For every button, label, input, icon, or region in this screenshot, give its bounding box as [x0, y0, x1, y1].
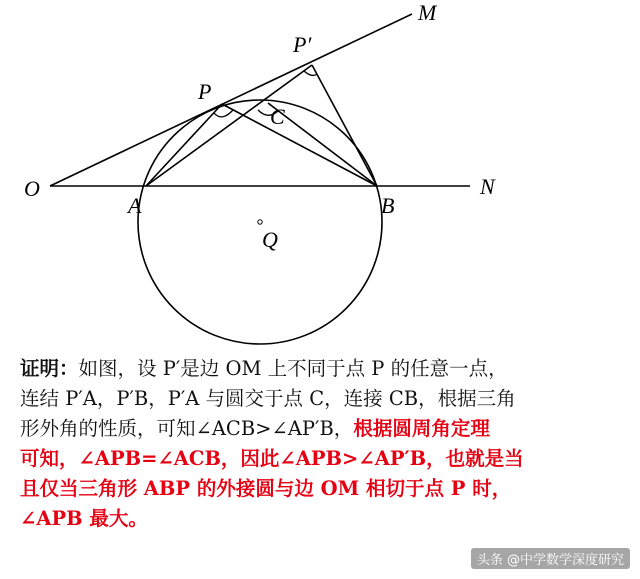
ray-OM: [50, 14, 412, 186]
label-A: A: [128, 193, 142, 218]
proof-line-3-red: 根据圆周角定理: [353, 417, 490, 440]
proof-line-3-black: 形外角的性质，可知∠ACB>∠AP′B，: [20, 417, 354, 440]
segment-PprimeB: [312, 65, 377, 186]
center-point-Q: [258, 220, 262, 224]
circumcircle: [138, 100, 382, 344]
proof-line-1: [20, 354, 632, 384]
proof-line-5: 且仅当三角形 ABP 的外接圆与边 OM 相切于点 P 时，: [20, 477, 512, 500]
proof-line-6: ∠APB 最大。: [20, 507, 148, 530]
label-O: O: [24, 176, 40, 201]
label-M: M: [418, 0, 437, 25]
proof-line-1-text: 如图，设 P′是边 OM 上不同于点 P 的任意一点，: [78, 357, 508, 380]
proof-text: [20, 354, 632, 534]
proof-line-2: 连结 P′A，P′B，P′A 与圆交于点 C，连接 CB，根据三角: [20, 387, 516, 410]
label-C: C: [270, 104, 285, 129]
watermark: 头条 @中学数学深度研究: [471, 548, 630, 569]
proof-line-4: 可知，∠APB=∠ACB，因此∠APB>∠AP′B，也就是当: [20, 447, 524, 470]
label-Q: Q: [262, 227, 278, 252]
label-B: B: [381, 193, 395, 218]
angle-arc-APB: [214, 110, 233, 117]
label-P: P: [198, 79, 212, 104]
proof-heading: 证明：: [20, 357, 79, 380]
proof-line-3: [20, 414, 632, 444]
segment-PprimeA: [146, 65, 312, 186]
label-P-prime: P′: [293, 32, 312, 57]
label-N: N: [480, 174, 495, 199]
segment-PA: [146, 104, 222, 186]
